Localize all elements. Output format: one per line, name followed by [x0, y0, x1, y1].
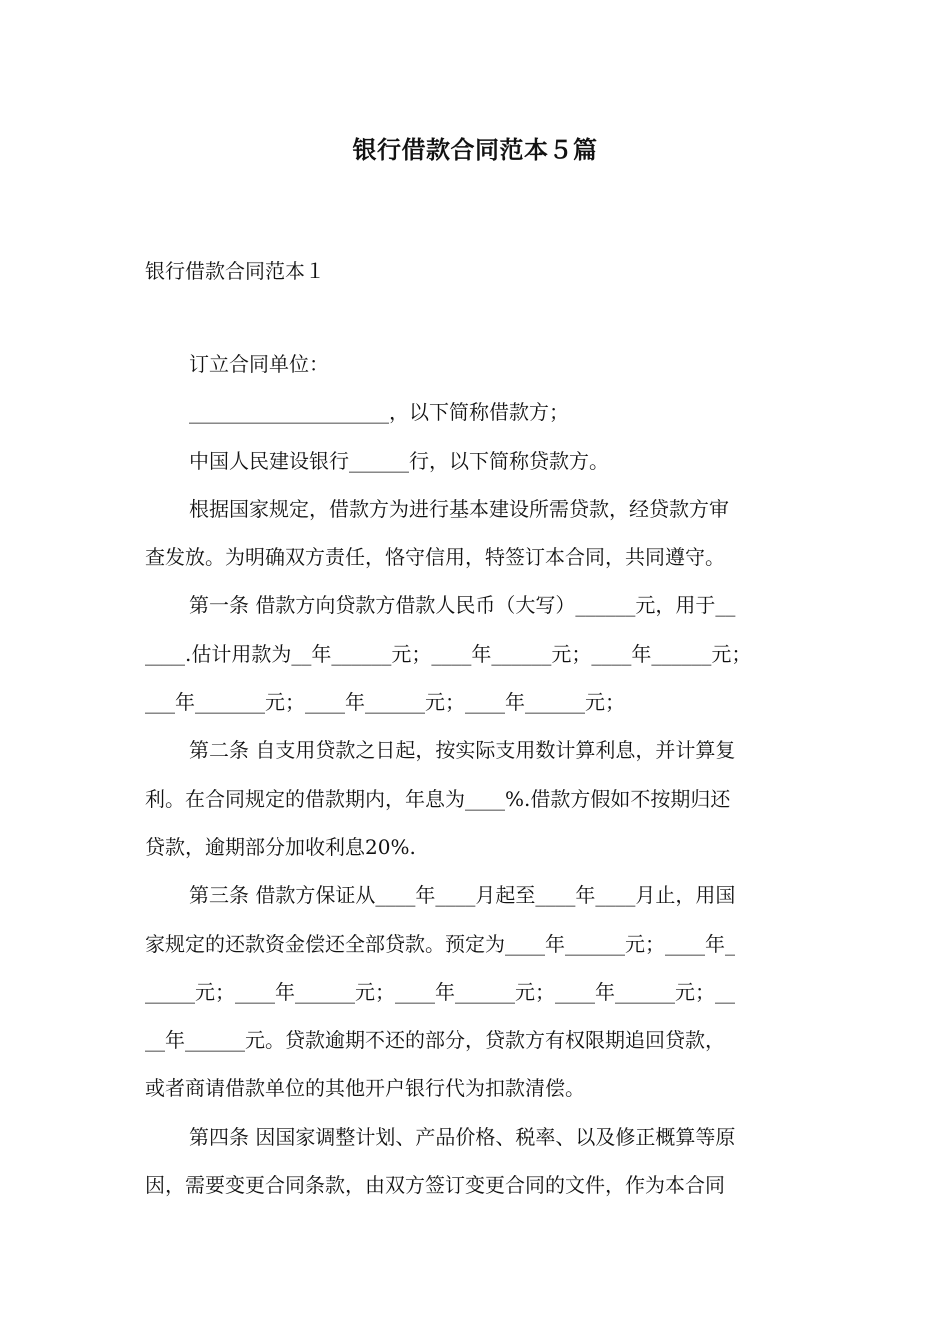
paragraph-line: 第二条 自支用贷款之日起，按实际支用数计算利息，并计算复 [189, 738, 736, 763]
paragraph-line: ____.估计用款为__年______元；____年______元；____年______元； [145, 641, 752, 666]
paragraph-line: 因，需要变更合同条款，由双方签订变更合同的文件，作为本合同 [145, 1173, 725, 1198]
paragraph-line: 订立合同单位： [189, 352, 329, 376]
paragraph-line: ___年_______元；____年______元；____年______元； [145, 690, 625, 715]
paragraph-line: 贷款，逾期部分加收利息20%. [145, 834, 416, 859]
document-title: 银行借款合同范本５篇 [352, 136, 598, 164]
paragraph-line: 家规定的还款资金偿还全部贷款。预定为____年______元；____年_ [145, 931, 735, 956]
paragraph-line: 第一条 借款方向贷款方借款人民币（大写）______元，用于__ [189, 593, 736, 618]
paragraph-line: 中国人民建设银行______行，以下简称贷款方。 [189, 448, 609, 473]
paragraph-line: 或者商请借款单位的其他开户银行代为扣款清偿。 [145, 1076, 585, 1101]
section-title: 银行借款合同范本１ [145, 259, 325, 283]
paragraph-line: 查发放。为明确双方责任，恪守信用，特签订本合同，共同遵守。 [145, 545, 725, 570]
paragraph-line: 根据国家规定，借款方为进行基本建设所需贷款，经贷款方审 [189, 496, 729, 521]
paragraph-line: ____________________，以下简称借款方； [189, 400, 569, 425]
paragraph-line: 第四条 因国家调整计划、产品价格、税率、以及修正概算等原 [189, 1124, 736, 1149]
paragraph-line: _____元；____年______元；____年______元；____年______元；__ [145, 979, 735, 1004]
document-body [145, 345, 810, 1214]
paragraph-line: 利。在合同规定的借款期内，年息为____%.借款方假如不按期归还 [145, 786, 731, 811]
paragraph-line: 第三条 借款方保证从____年____月起至____年____月止，用国 [189, 883, 736, 908]
paragraph-line: __年______元。贷款逾期不还的部分，贷款方有权限期追回贷款， [145, 1028, 725, 1053]
